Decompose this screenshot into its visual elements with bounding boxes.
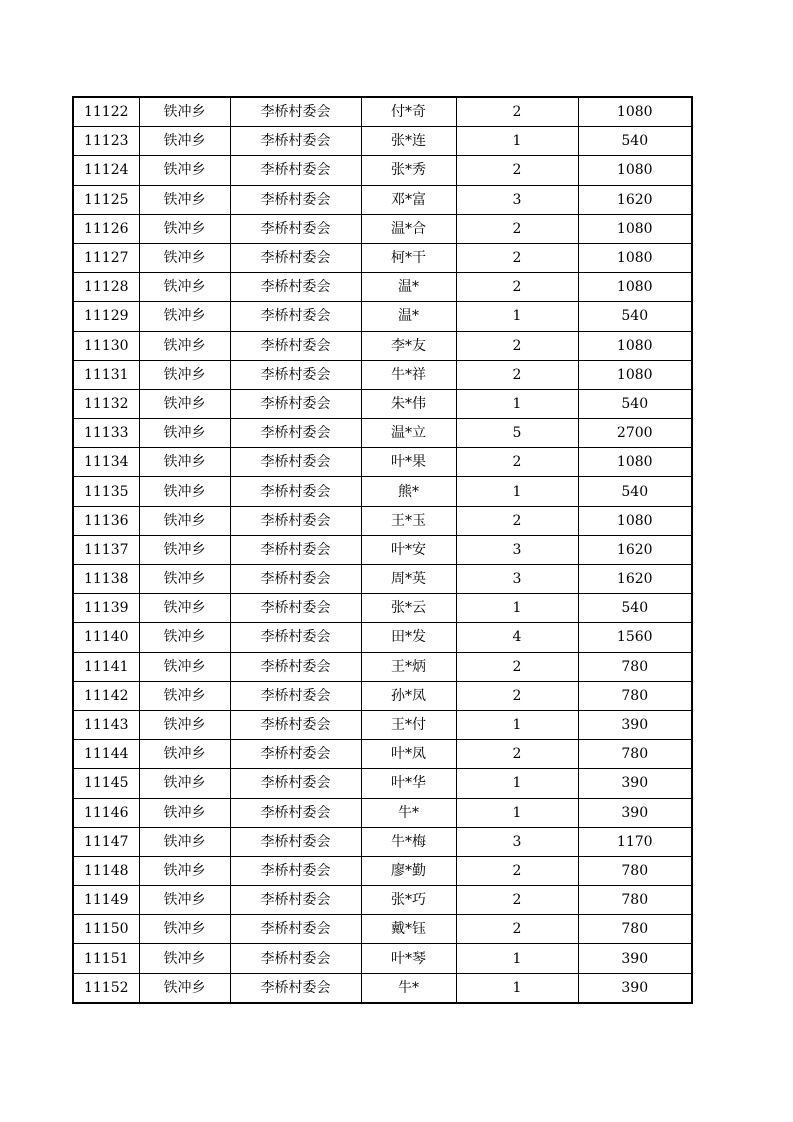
- village-committee-cell: 李桥村委会: [230, 331, 361, 360]
- village-committee-cell: 李桥村委会: [230, 740, 361, 769]
- township-cell: 铁冲乡: [139, 594, 230, 623]
- household-count-cell: 2: [456, 273, 578, 302]
- village-committee-cell: 李桥村委会: [230, 565, 361, 594]
- township-cell: 铁冲乡: [139, 886, 230, 915]
- household-count-cell: 1: [456, 710, 578, 739]
- amount-cell: 780: [578, 915, 692, 944]
- household-count-cell: 2: [456, 740, 578, 769]
- table-row: [73, 915, 692, 944]
- table-row: [73, 565, 692, 594]
- amount-cell: 1080: [578, 243, 692, 272]
- row-id-cell: 11151: [73, 944, 139, 973]
- person-name-cell: 周*英: [361, 565, 456, 594]
- household-count-cell: 5: [456, 419, 578, 448]
- township-cell: 铁冲乡: [139, 740, 230, 769]
- table-row: [73, 973, 692, 1003]
- village-committee-cell: 李桥村委会: [230, 389, 361, 418]
- amount-cell: 540: [578, 594, 692, 623]
- table-row: [73, 302, 692, 331]
- amount-cell: 390: [578, 769, 692, 798]
- household-count-cell: 1: [456, 389, 578, 418]
- village-committee-cell: 李桥村委会: [230, 915, 361, 944]
- table-row: [73, 944, 692, 973]
- village-committee-cell: 李桥村委会: [230, 127, 361, 156]
- person-name-cell: 张*云: [361, 594, 456, 623]
- amount-cell: 1080: [578, 506, 692, 535]
- household-count-cell: 2: [456, 652, 578, 681]
- table-row: [73, 623, 692, 652]
- table-row: [73, 448, 692, 477]
- amount-cell: 1080: [578, 97, 692, 127]
- township-cell: 铁冲乡: [139, 273, 230, 302]
- table-row: [73, 477, 692, 506]
- person-name-cell: 温*: [361, 302, 456, 331]
- person-name-cell: 张*秀: [361, 156, 456, 185]
- person-name-cell: 牛*梅: [361, 827, 456, 856]
- township-cell: 铁冲乡: [139, 798, 230, 827]
- household-count-cell: 2: [456, 243, 578, 272]
- township-cell: 铁冲乡: [139, 506, 230, 535]
- table-row: [73, 710, 692, 739]
- table-row: [73, 331, 692, 360]
- village-committee-cell: 李桥村委会: [230, 214, 361, 243]
- row-id-cell: 11128: [73, 273, 139, 302]
- amount-cell: 390: [578, 973, 692, 1003]
- person-name-cell: 孙*凤: [361, 681, 456, 710]
- amount-cell: 780: [578, 740, 692, 769]
- row-id-cell: 11130: [73, 331, 139, 360]
- township-cell: 铁冲乡: [139, 769, 230, 798]
- village-committee-cell: 李桥村委会: [230, 856, 361, 885]
- household-count-cell: 2: [456, 915, 578, 944]
- person-name-cell: 温*合: [361, 214, 456, 243]
- village-committee-cell: 李桥村委会: [230, 652, 361, 681]
- township-cell: 铁冲乡: [139, 652, 230, 681]
- table-row: [73, 856, 692, 885]
- table-row: [73, 740, 692, 769]
- amount-cell: 540: [578, 302, 692, 331]
- person-name-cell: 牛*: [361, 973, 456, 1003]
- person-name-cell: 戴*钰: [361, 915, 456, 944]
- row-id-cell: 11146: [73, 798, 139, 827]
- person-name-cell: 朱*伟: [361, 389, 456, 418]
- row-id-cell: 11135: [73, 477, 139, 506]
- row-id-cell: 11141: [73, 652, 139, 681]
- row-id-cell: 11143: [73, 710, 139, 739]
- township-cell: 铁冲乡: [139, 710, 230, 739]
- township-cell: 铁冲乡: [139, 97, 230, 127]
- household-count-cell: 1: [456, 769, 578, 798]
- amount-cell: 2700: [578, 419, 692, 448]
- township-cell: 铁冲乡: [139, 535, 230, 564]
- person-name-cell: 付*奇: [361, 97, 456, 127]
- village-committee-cell: 李桥村委会: [230, 156, 361, 185]
- household-count-cell: 3: [456, 535, 578, 564]
- amount-cell: 1620: [578, 185, 692, 214]
- household-count-cell: 2: [456, 331, 578, 360]
- village-committee-cell: 李桥村委会: [230, 419, 361, 448]
- table-row: [73, 127, 692, 156]
- table-row: [73, 214, 692, 243]
- person-name-cell: 熊*: [361, 477, 456, 506]
- township-cell: 铁冲乡: [139, 623, 230, 652]
- table-row: [73, 156, 692, 185]
- person-name-cell: 王*付: [361, 710, 456, 739]
- amount-cell: 1170: [578, 827, 692, 856]
- township-cell: 铁冲乡: [139, 944, 230, 973]
- amount-cell: 1080: [578, 214, 692, 243]
- household-count-cell: 1: [456, 477, 578, 506]
- person-name-cell: 牛*祥: [361, 360, 456, 389]
- amount-cell: 780: [578, 856, 692, 885]
- row-id-cell: 11147: [73, 827, 139, 856]
- table-row: [73, 769, 692, 798]
- township-cell: 铁冲乡: [139, 973, 230, 1003]
- township-cell: 铁冲乡: [139, 477, 230, 506]
- village-committee-cell: 李桥村委会: [230, 506, 361, 535]
- village-committee-cell: 李桥村委会: [230, 769, 361, 798]
- person-name-cell: 张*连: [361, 127, 456, 156]
- person-name-cell: 温*: [361, 273, 456, 302]
- township-cell: 铁冲乡: [139, 827, 230, 856]
- person-name-cell: 李*友: [361, 331, 456, 360]
- row-id-cell: 11149: [73, 886, 139, 915]
- amount-cell: 540: [578, 477, 692, 506]
- row-id-cell: 11139: [73, 594, 139, 623]
- amount-cell: 540: [578, 389, 692, 418]
- table-row: [73, 243, 692, 272]
- person-name-cell: 邓*富: [361, 185, 456, 214]
- household-count-cell: 1: [456, 798, 578, 827]
- village-committee-cell: 李桥村委会: [230, 535, 361, 564]
- household-count-cell: 1: [456, 127, 578, 156]
- township-cell: 铁冲乡: [139, 331, 230, 360]
- table-row: [73, 419, 692, 448]
- household-count-cell: 3: [456, 827, 578, 856]
- table-row: [73, 506, 692, 535]
- village-committee-cell: 李桥村委会: [230, 185, 361, 214]
- household-count-cell: 2: [456, 97, 578, 127]
- person-name-cell: 廖*勤: [361, 856, 456, 885]
- table-row: [73, 798, 692, 827]
- roster-table-body: [73, 97, 692, 1003]
- person-name-cell: 温*立: [361, 419, 456, 448]
- village-committee-cell: 李桥村委会: [230, 710, 361, 739]
- amount-cell: 1080: [578, 360, 692, 389]
- township-cell: 铁冲乡: [139, 448, 230, 477]
- table-row: [73, 389, 692, 418]
- amount-cell: 1560: [578, 623, 692, 652]
- amount-cell: 390: [578, 798, 692, 827]
- amount-cell: 390: [578, 710, 692, 739]
- table-row: [73, 827, 692, 856]
- village-committee-cell: 李桥村委会: [230, 886, 361, 915]
- household-count-cell: 1: [456, 594, 578, 623]
- township-cell: 铁冲乡: [139, 856, 230, 885]
- person-name-cell: 王*玉: [361, 506, 456, 535]
- village-committee-cell: 李桥村委会: [230, 273, 361, 302]
- household-count-cell: 2: [456, 506, 578, 535]
- row-id-cell: 11145: [73, 769, 139, 798]
- township-cell: 铁冲乡: [139, 565, 230, 594]
- row-id-cell: 11152: [73, 973, 139, 1003]
- household-count-cell: 4: [456, 623, 578, 652]
- amount-cell: 1080: [578, 448, 692, 477]
- row-id-cell: 11123: [73, 127, 139, 156]
- village-committee-cell: 李桥村委会: [230, 623, 361, 652]
- household-count-cell: 2: [456, 360, 578, 389]
- village-committee-cell: 李桥村委会: [230, 97, 361, 127]
- township-cell: 铁冲乡: [139, 360, 230, 389]
- table-row: [73, 360, 692, 389]
- row-id-cell: 11148: [73, 856, 139, 885]
- table-row: [73, 681, 692, 710]
- village-committee-cell: 李桥村委会: [230, 243, 361, 272]
- amount-cell: 1620: [578, 535, 692, 564]
- person-name-cell: 牛*: [361, 798, 456, 827]
- row-id-cell: 11134: [73, 448, 139, 477]
- row-id-cell: 11124: [73, 156, 139, 185]
- person-name-cell: 叶*凤: [361, 740, 456, 769]
- row-id-cell: 11144: [73, 740, 139, 769]
- row-id-cell: 11150: [73, 915, 139, 944]
- table-row: [73, 185, 692, 214]
- table-row: [73, 886, 692, 915]
- person-name-cell: 叶*琴: [361, 944, 456, 973]
- person-name-cell: 叶*华: [361, 769, 456, 798]
- household-count-cell: 2: [456, 214, 578, 243]
- township-cell: 铁冲乡: [139, 185, 230, 214]
- amount-cell: 1620: [578, 565, 692, 594]
- village-committee-cell: 李桥村委会: [230, 973, 361, 1003]
- township-cell: 铁冲乡: [139, 243, 230, 272]
- amount-cell: 1080: [578, 273, 692, 302]
- row-id-cell: 11127: [73, 243, 139, 272]
- amount-cell: 1080: [578, 156, 692, 185]
- village-committee-cell: 李桥村委会: [230, 944, 361, 973]
- person-name-cell: 田*发: [361, 623, 456, 652]
- household-count-cell: 2: [456, 448, 578, 477]
- person-name-cell: 柯*干: [361, 243, 456, 272]
- village-committee-cell: 李桥村委会: [230, 681, 361, 710]
- person-name-cell: 张*巧: [361, 886, 456, 915]
- row-id-cell: 11137: [73, 535, 139, 564]
- row-id-cell: 11132: [73, 389, 139, 418]
- household-count-cell: 2: [456, 886, 578, 915]
- amount-cell: 390: [578, 944, 692, 973]
- person-name-cell: 叶*果: [361, 448, 456, 477]
- household-count-cell: 3: [456, 565, 578, 594]
- row-id-cell: 11140: [73, 623, 139, 652]
- amount-cell: 780: [578, 886, 692, 915]
- person-name-cell: 王*炳: [361, 652, 456, 681]
- table-row: [73, 652, 692, 681]
- household-count-cell: 2: [456, 681, 578, 710]
- table-row: [73, 535, 692, 564]
- township-cell: 铁冲乡: [139, 419, 230, 448]
- household-count-cell: 1: [456, 973, 578, 1003]
- row-id-cell: 11122: [73, 97, 139, 127]
- household-count-cell: 2: [456, 156, 578, 185]
- village-committee-cell: 李桥村委会: [230, 477, 361, 506]
- row-id-cell: 11133: [73, 419, 139, 448]
- village-committee-cell: 李桥村委会: [230, 827, 361, 856]
- amount-cell: 780: [578, 652, 692, 681]
- township-cell: 铁冲乡: [139, 915, 230, 944]
- row-id-cell: 11129: [73, 302, 139, 331]
- row-id-cell: 11136: [73, 506, 139, 535]
- roster-table: [72, 96, 693, 1004]
- person-name-cell: 叶*安: [361, 535, 456, 564]
- amount-cell: 540: [578, 127, 692, 156]
- village-committee-cell: 李桥村委会: [230, 798, 361, 827]
- amount-cell: 1080: [578, 331, 692, 360]
- row-id-cell: 11131: [73, 360, 139, 389]
- household-count-cell: 1: [456, 944, 578, 973]
- amount-cell: 780: [578, 681, 692, 710]
- township-cell: 铁冲乡: [139, 389, 230, 418]
- township-cell: 铁冲乡: [139, 214, 230, 243]
- village-committee-cell: 李桥村委会: [230, 360, 361, 389]
- household-count-cell: 2: [456, 856, 578, 885]
- township-cell: 铁冲乡: [139, 681, 230, 710]
- table-row: [73, 594, 692, 623]
- township-cell: 铁冲乡: [139, 302, 230, 331]
- household-count-cell: 3: [456, 185, 578, 214]
- table-row: [73, 97, 692, 127]
- row-id-cell: 11138: [73, 565, 139, 594]
- table-row: [73, 273, 692, 302]
- township-cell: 铁冲乡: [139, 127, 230, 156]
- village-committee-cell: 李桥村委会: [230, 594, 361, 623]
- village-committee-cell: 李桥村委会: [230, 448, 361, 477]
- row-id-cell: 11126: [73, 214, 139, 243]
- row-id-cell: 11125: [73, 185, 139, 214]
- township-cell: 铁冲乡: [139, 156, 230, 185]
- household-count-cell: 1: [456, 302, 578, 331]
- village-committee-cell: 李桥村委会: [230, 302, 361, 331]
- row-id-cell: 11142: [73, 681, 139, 710]
